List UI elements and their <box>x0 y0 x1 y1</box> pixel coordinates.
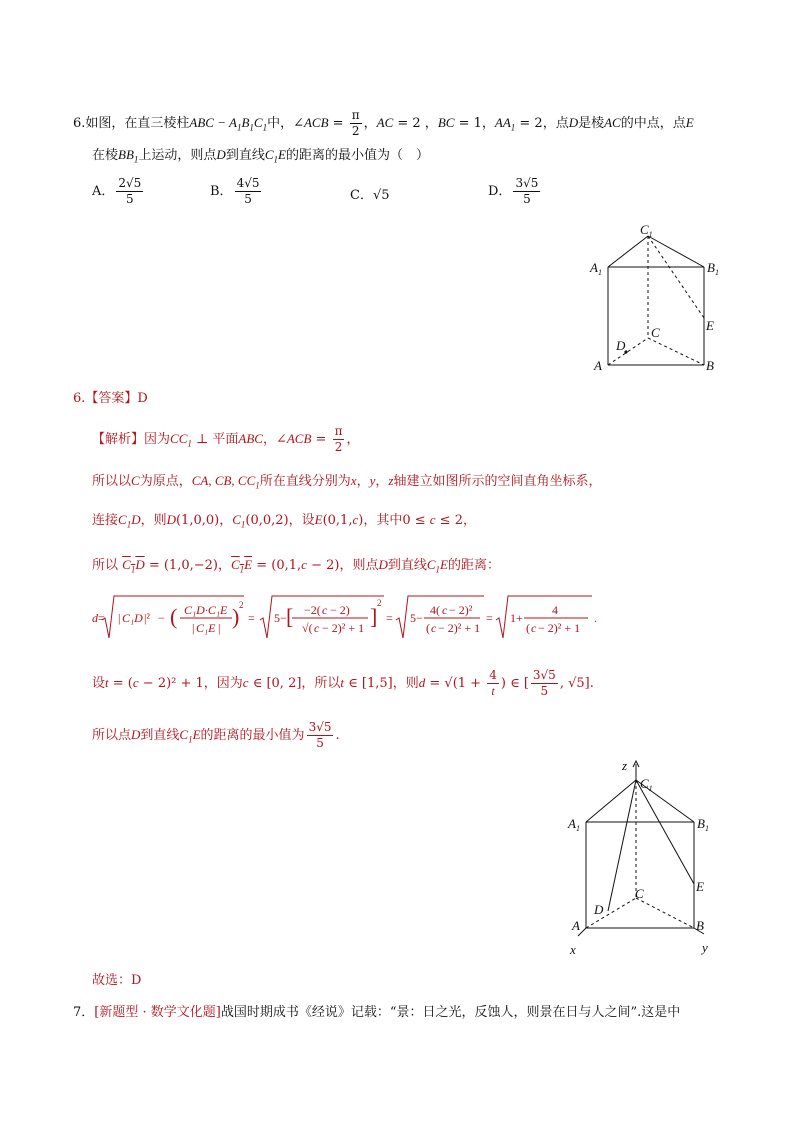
svg-text:5−: 5− <box>274 611 287 625</box>
question-line-2: 在棱$BB_1$上运动，则点D到直线$C_1E$的距离的最小值为（ ） <box>92 147 429 165</box>
label-e: E <box>696 879 704 894</box>
svg-text:C₁E: C₁E <box>196 621 216 635</box>
label-c: C <box>651 325 660 340</box>
svg-text:c: c <box>314 621 320 635</box>
distance-formula <box>92 594 612 642</box>
label-c: C <box>635 886 644 901</box>
coordinate-prism-diagram <box>562 758 722 958</box>
label-c1: $C_1$ <box>640 776 653 793</box>
label-a1: $A_1$ <box>590 260 602 277</box>
svg-text:−: − <box>158 611 165 625</box>
svg-text:|²: |² <box>144 611 150 625</box>
analysis-line-1: 【解析】因为$CC_1$ ⊥ 平面ABC，∠ACB = $\frac{\pi}{2}$ ， <box>92 424 360 454</box>
svg-text:]: ] <box>370 604 378 629</box>
svg-text:−2(: −2( <box>304 603 321 617</box>
option-b[interactable]: B． $\frac{4√5}{5}$ <box>210 176 260 206</box>
svg-text:2: 2 <box>377 598 382 608</box>
option-a[interactable]: A． $\frac{2√5}{5}$ <box>92 176 142 206</box>
label-c1: $C_1$ <box>640 222 653 239</box>
label-b: B <box>696 918 704 933</box>
next-question: 7．[新题型 · 数学文化题]战国时期成书《经说》记载：“景：日之光，反蚀人，则景在日与人之间”.这是中 <box>73 1005 681 1020</box>
analysis-line-6: 设t = (c − 2)² + 1，因为c ∈ [0, 2]，所以t ∈ [1,5]，则d = √(1 + $\frac{4}{t}$ ) ∈ [ $\frac{3√5}{5}$ , √5]. <box>92 668 594 698</box>
analysis-line-2: 所以以C为原点，CA, CB, $CC_1$所在直线分别为x，y，z轴建立如图所示的空间直角坐标系， <box>92 473 602 491</box>
svg-text:2: 2 <box>239 600 244 610</box>
svg-text:4(: 4( <box>430 603 440 617</box>
answer-label: 6.【答案】D <box>73 391 148 406</box>
svg-text:1+: 1+ <box>510 611 523 625</box>
label-b: B <box>706 358 714 373</box>
svg-text:[: [ <box>286 604 294 629</box>
svg-text:− 2)² + 1: − 2)² + 1 <box>322 621 365 635</box>
svg-text:|: | <box>118 611 121 625</box>
svg-text:C₁D·C₁E: C₁D·C₁E <box>184 603 228 617</box>
svg-text:(: ( <box>170 604 178 629</box>
label-a: A <box>572 918 580 933</box>
svg-text:=: = <box>98 611 105 625</box>
svg-text:c: c <box>431 621 437 635</box>
svg-text:√(: √( <box>302 621 313 635</box>
label-d: D <box>594 902 604 917</box>
label-d: D <box>616 338 626 353</box>
label-a1: $A_1$ <box>568 816 580 833</box>
svg-text:c: c <box>322 603 328 617</box>
conclusion: 故选：D <box>92 973 142 988</box>
label-b1: $B_1$ <box>707 260 719 277</box>
svg-text:c: c <box>442 603 448 617</box>
svg-text:=: = <box>486 611 493 625</box>
svg-text:c: c <box>531 621 537 635</box>
svg-text:.: . <box>594 611 597 625</box>
svg-text:(: ( <box>526 621 530 635</box>
svg-text:): ) <box>232 604 240 629</box>
svg-text:|: | <box>218 621 221 635</box>
svg-text:=: = <box>248 611 255 625</box>
label-b1: $B_1$ <box>697 816 709 833</box>
svg-text:− 2)² + 1: − 2)² + 1 <box>438 621 481 635</box>
svg-text:5−: 5− <box>410 611 423 625</box>
svg-text:=: = <box>386 611 393 625</box>
analysis-line-3: 连接$C_1D$，则D(1,0,0)，$C_1(0,0,2)$，设E(0,1,c)，其中0 ≤ c ≤ 2， <box>92 512 476 530</box>
label-x: x <box>570 942 576 957</box>
svg-text:d: d <box>92 611 98 625</box>
label-y: y <box>702 940 708 955</box>
analysis-line-7: 所以点D到直线$C_1E$的距离的最小值为 $\frac{3√5}{5}$ . <box>92 720 340 750</box>
svg-text:− 2)² + 1: − 2)² + 1 <box>538 621 581 635</box>
svg-text:(: ( <box>426 621 430 635</box>
analysis-line-4: 所以 $C_1D = (1,0,-2)$，$C_1E = (0,1,c - 2)$，则点D到直线$C_1E$的距离： <box>92 557 500 575</box>
svg-text:C₁D: C₁D <box>122 611 143 625</box>
label-z: z <box>622 758 628 773</box>
svg-text:− 2)²: − 2)² <box>449 603 473 617</box>
svg-text:|: | <box>192 621 195 635</box>
prism-diagram <box>586 220 726 380</box>
label-a: A <box>594 358 602 373</box>
label-e: E <box>706 318 714 333</box>
option-c[interactable]: C．√5 <box>350 188 390 203</box>
option-d[interactable]: D． $\frac{3√5}{5}$ <box>488 176 539 206</box>
svg-text:4: 4 <box>552 603 558 617</box>
svg-text:− 2): − 2) <box>330 603 350 617</box>
question-line-1: 6.如图，在直三棱柱ABC − $A_1B_1C_1$中，∠ACB = $\frac{\pi}{2}$ ，AC = 2 ，BC = 1，$AA_1 = 2$，点D是棱AC的中点，点E <box>73 108 694 138</box>
